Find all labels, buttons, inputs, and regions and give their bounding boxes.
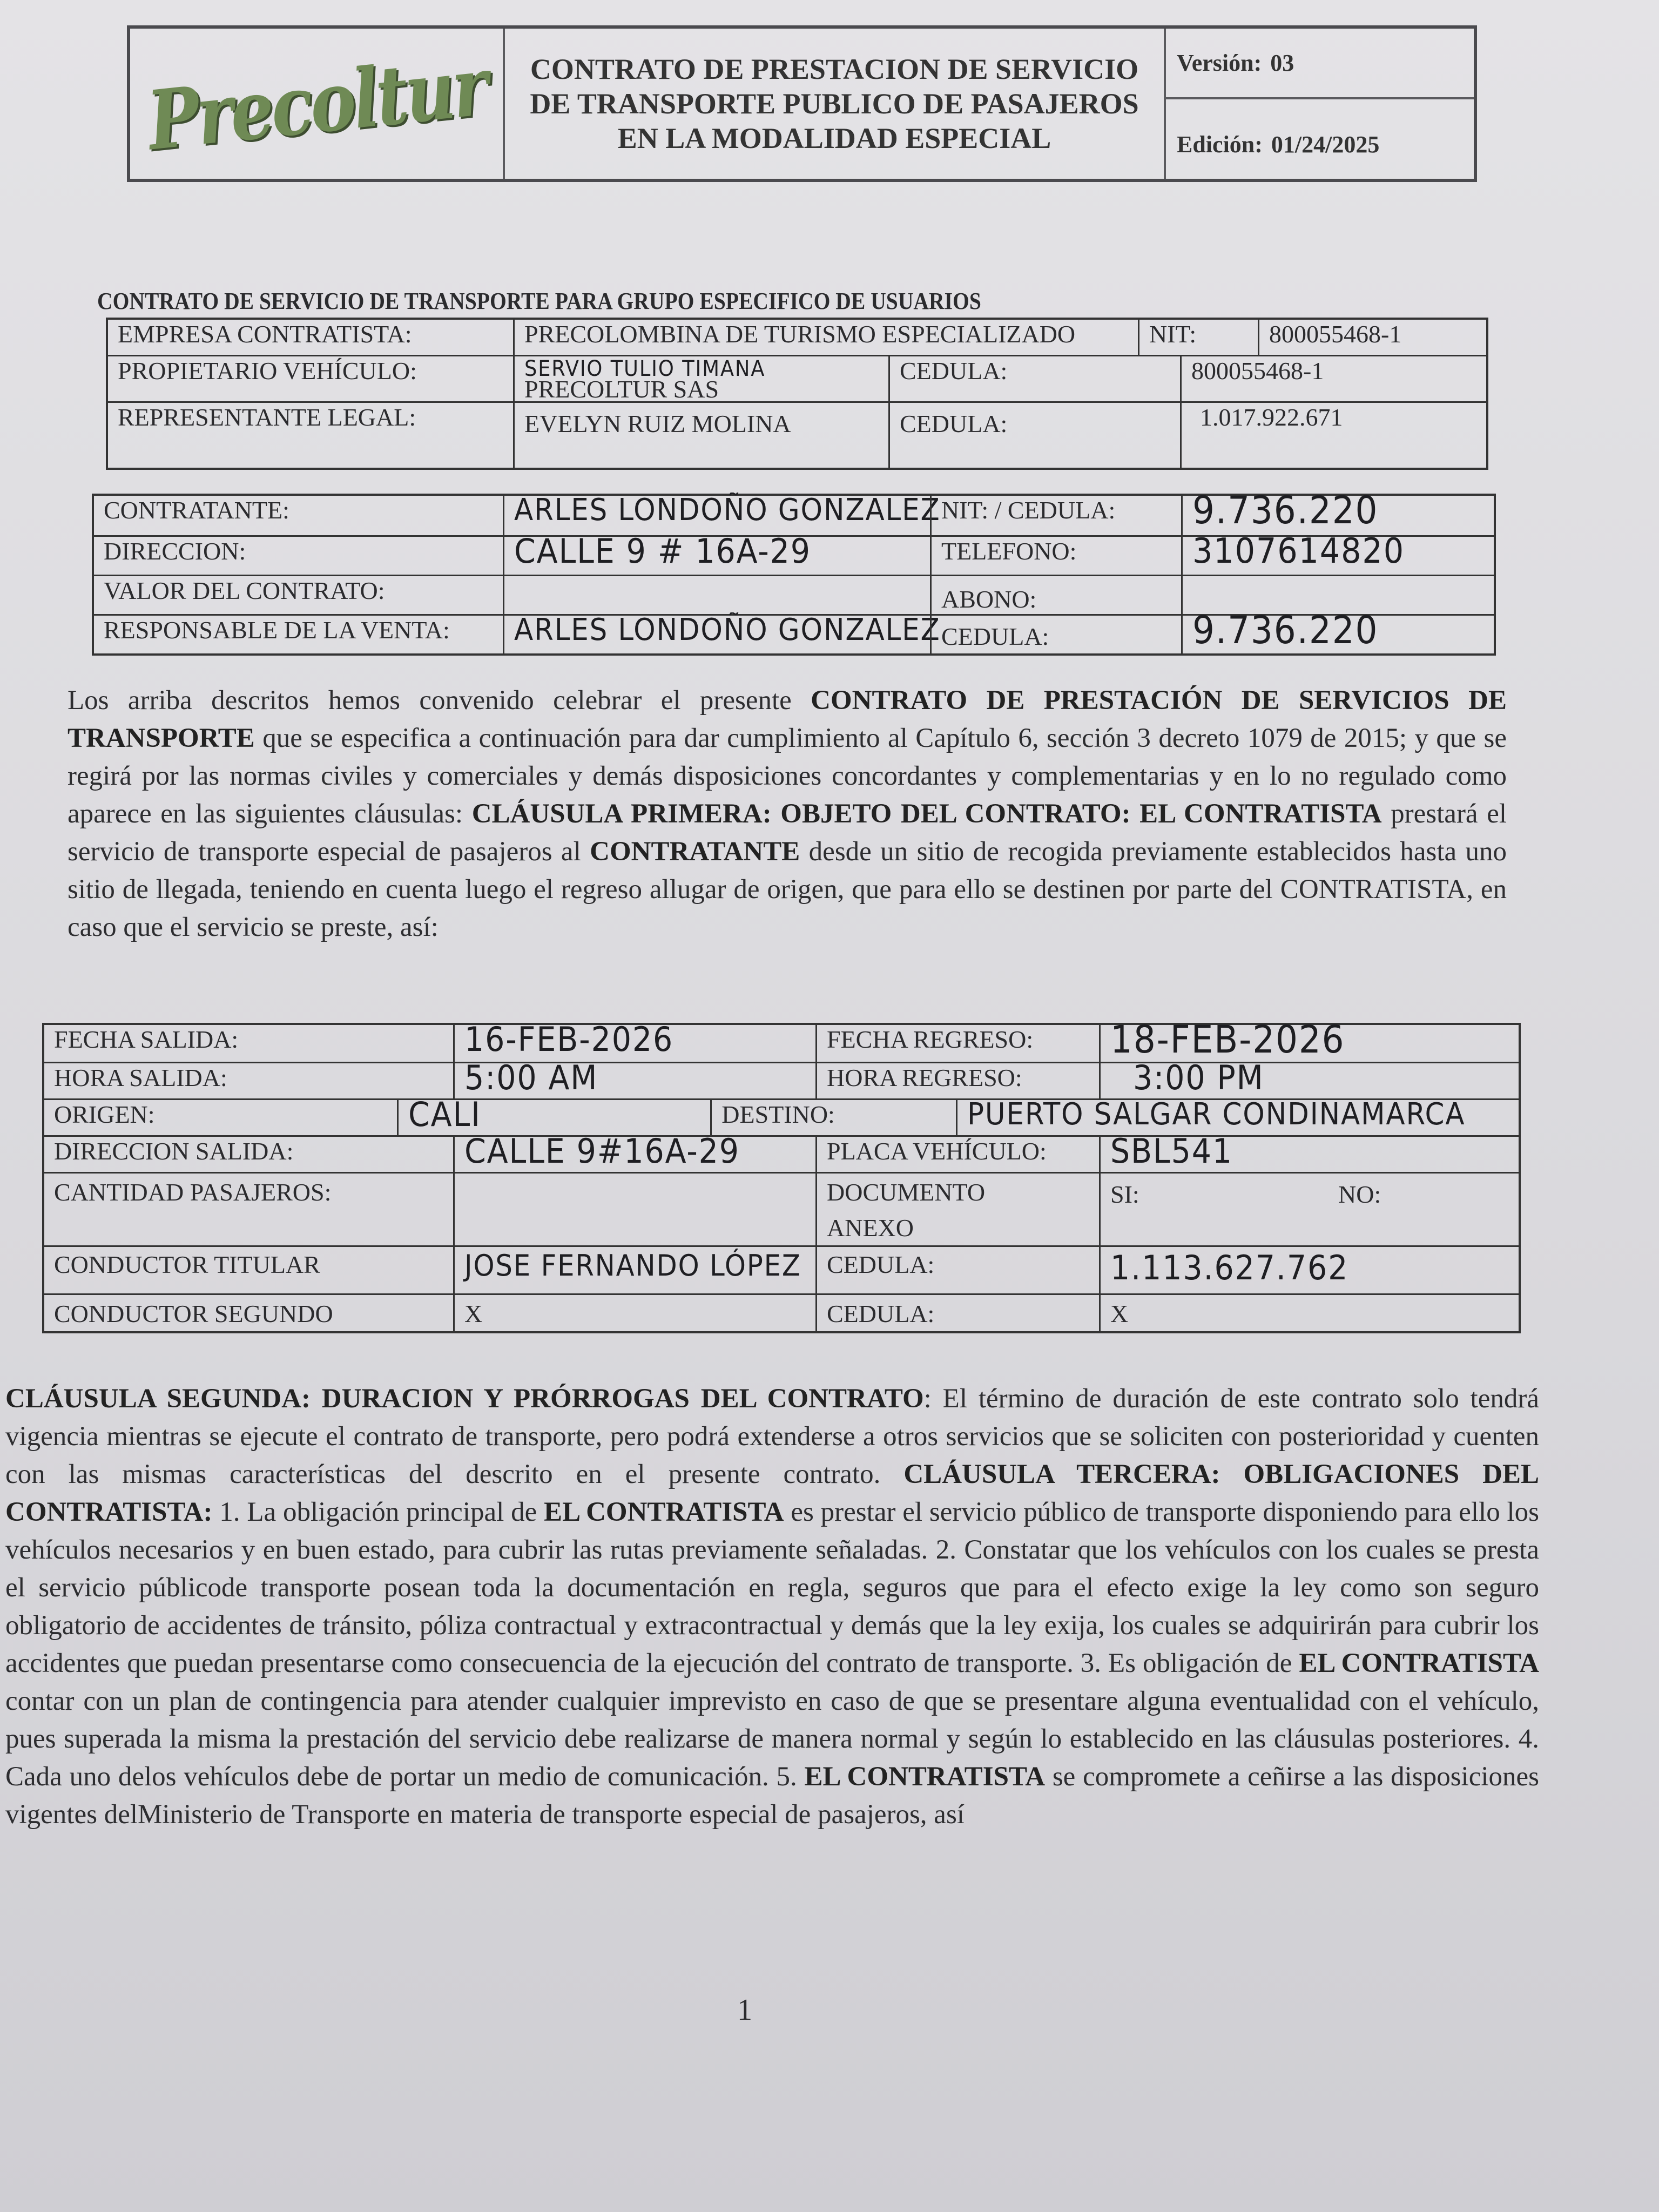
representante-value: EVELYN RUIZ MOLINA <box>513 403 888 468</box>
bold-text-segment: CONTRATO DE PRESTACIÓN DE SERVICIOS DE TRANSPORTE <box>68 685 1507 753</box>
conductor-titular-cell <box>453 1247 815 1293</box>
table-row <box>44 1245 1519 1293</box>
telefono-label: TELEFONO: <box>930 537 1181 575</box>
document-header <box>127 25 1477 182</box>
fecha-salida-label: FECHA SALIDA: <box>54 1026 239 1053</box>
version <box>1166 29 1474 97</box>
conductor-titular-label: CONDUCTOR TITULAR <box>54 1251 320 1278</box>
bold-text-segment: CONTRATANTE <box>590 837 800 867</box>
empresa-label: EMPRESA CONTRATISTA: <box>118 320 412 348</box>
representante-label: REPRESENTANTE LEGAL: <box>118 403 416 431</box>
bold-text-segment: EL CONTRATISTA <box>544 1497 784 1527</box>
table-row <box>108 401 1486 468</box>
fecha-regreso-label: FECHA REGRESO: <box>815 1025 1099 1062</box>
nit-value-cell <box>1181 488 1494 535</box>
conductor-titular-value: JOSE FERNANDO LÓPEZ <box>464 1249 801 1283</box>
destino-label: DESTINO: <box>710 1100 956 1135</box>
destino-value: PUERTO SALGAR CONDINAMARCA <box>967 1097 1466 1132</box>
text-segment: : El término de duración de este contrato solo tendrá vigencia mientras se ejecute el contrato de transporte, pero podrá extenderse a otros servicios que se soliciten con posterioridad y cuenten con las mismas características del descrito en el presente contrato. <box>5 1384 1539 1489</box>
nit-value: 800055468-1 <box>1258 320 1486 355</box>
hora-salida-value: 5:00 AM <box>464 1058 598 1097</box>
abono-label: ABONO: <box>930 576 1181 614</box>
cantidad-label: CANTIDAD PASAJEROS: <box>54 1178 332 1206</box>
bold-text-segment: EL CONTRATISTA <box>804 1762 1046 1792</box>
fecha-regreso-cell <box>1099 1017 1519 1062</box>
anexo-label: ANEXO <box>827 1214 914 1242</box>
direccion-value-cell <box>503 531 930 575</box>
table-row <box>44 1131 1519 1172</box>
propietario-value: PRECOLTUR SAS <box>524 375 719 403</box>
table-row <box>44 1293 1519 1331</box>
cedula1-label: CEDULA: <box>815 1247 1099 1293</box>
placa-cell <box>1099 1131 1519 1172</box>
origen-label: ORIGEN: <box>54 1101 155 1128</box>
cantidad-value <box>453 1174 815 1245</box>
title-line: EN LA MODALIDAD ESPECIAL <box>617 122 1051 154</box>
hora-salida-label: HORA SALIDA: <box>54 1064 227 1091</box>
company-table <box>106 318 1488 470</box>
nit-value: 9.736.220 <box>1192 488 1379 532</box>
contract-intro-paragraph <box>68 682 1507 946</box>
version-block <box>1166 29 1474 179</box>
telefono-value: 3107614820 <box>1192 531 1405 571</box>
direccion-salida-cell <box>453 1131 815 1172</box>
empresa-value: PRECOLOMBINA DE TURISMO ESPECIALIZADO <box>513 320 1138 355</box>
bold-text-segment: CLÁUSULA TERCERA: OBLIGACIONES DEL CONTRATISTA: <box>5 1459 1539 1527</box>
section-title: CONTRATO DE SERVICIO DE TRANSPORTE PARA GRUPO ESPECIFICO DE USUARIOS <box>97 288 981 314</box>
cedula-value: 800055468-1 <box>1180 356 1486 401</box>
bold-text-segment: EL CONTRATISTA <box>1299 1648 1540 1678</box>
text-segment: es prestar el servicio público de transporte disponiendo para ello los vehículos necesarios y en buen estado, para cubrir las rutas previamente señaladas. 2. Constatar que los vehículos con los cuales se presta el servicio públicode transporte posean toda la documentación en regla, seguros que para el efecto exige la ley como son seguro obligatorio de accidentes de tránsito, póliza contractual y extracontractual y demás que la ley exija, los cuales se adquirirán para cubrir los accidentes que puedan presentarse como consecuencia de la ejecución del contrato de transporte. 3. Es obligación de <box>5 1497 1540 1678</box>
table-row <box>94 531 1494 575</box>
direccion-value: CALLE 9 # 16A-29 <box>514 531 811 571</box>
bold-text-segment: CLÁUSULA PRIMERA: OBJETO DEL CONTRATO: EL CONTRATISTA <box>471 799 1382 829</box>
telefono-value-cell <box>1181 531 1494 575</box>
responsable-value: ARLES LONDOÑO GONZALEZ <box>514 612 941 648</box>
origen-value: CALI <box>408 1095 482 1134</box>
placa-value: SBL541 <box>1110 1131 1233 1171</box>
cedula2-value: X <box>1099 1295 1519 1331</box>
bold-text-segment: CLÁUSULA SEGUNDA: DURACION Y PRÓRROGAS DEL CONTRATO <box>5 1384 924 1414</box>
direccion-label: DIRECCION: <box>104 537 246 565</box>
company-logo <box>130 29 505 179</box>
table-row <box>44 1172 1519 1245</box>
page-number: 1 <box>737 1993 752 2027</box>
documento-label: DOCUMENTO <box>827 1178 986 1206</box>
version-label: Versión: <box>1177 50 1262 76</box>
text-segment: desde un sitio de recogida previamente establecidos hasta uno sitio de llegada, teniendo en cuenta luego el regreso allugar de origen, que para ello se destinen por parte del CONTRATISTA, en caso que el servicio se preste, así: <box>68 837 1507 942</box>
table-row <box>108 355 1486 401</box>
cedula-value: 9.736.220 <box>1192 608 1379 652</box>
edition <box>1166 97 1474 179</box>
si-option[interactable]: SI: <box>1110 1181 1139 1208</box>
clauses-paragraph <box>5 1380 1539 1833</box>
cedula-value: 1.017.922.671 <box>1180 403 1486 468</box>
table-row <box>94 608 1494 653</box>
table-row <box>44 1058 1519 1098</box>
conductor-segundo-value: X <box>453 1295 815 1331</box>
origen-cell <box>397 1095 710 1135</box>
propietario-handwritten: SERVIO TULIO TIMANA <box>524 356 766 381</box>
text-segment: que se especifica a continuación para dar cumplimiento al Capítulo 6, sección 3 decreto 1079 de 2015; y que se regirá por las normas civiles y comerciales y demás disposiciones concordantes y complementarias y en lo no regulado como aparece en las siguientes cláusulas: <box>68 723 1507 829</box>
hora-regreso-value: 3:00 PM <box>1133 1058 1264 1097</box>
cedula1-value: 1.113.627.762 <box>1110 1248 1349 1287</box>
contratante-value: ARLES LONDOÑO GONZALEZ <box>514 493 941 528</box>
responsable-label: RESPONSABLE DE LA VENTA: <box>104 616 450 644</box>
documento-anexo-options <box>1099 1174 1519 1245</box>
hora-regreso-cell <box>1099 1058 1519 1098</box>
documento-anexo-label <box>815 1174 1099 1245</box>
text-segment: prestará el servicio de transporte especial de pasajeros al <box>68 799 1507 867</box>
logo-text: Precoltur <box>143 38 490 169</box>
table-row <box>108 320 1486 355</box>
cedula2-label: CEDULA: <box>815 1295 1099 1331</box>
conductor-segundo-label: CONDUCTOR SEGUNDO <box>54 1300 333 1327</box>
contratante-label: CONTRATANTE: <box>104 496 289 524</box>
hora-regreso-label: HORA REGRESO: <box>815 1063 1099 1098</box>
edition-value: 01/24/2025 <box>1271 131 1380 158</box>
text-segment: 1. La obligación principal de <box>212 1497 544 1527</box>
destino-cell <box>956 1097 1519 1135</box>
nit-label: NIT: <box>1138 320 1258 355</box>
version-value: 03 <box>1270 50 1294 76</box>
text-segment: Los arriba descritos hemos convenido celebrar el presente <box>68 685 811 716</box>
no-option[interactable]: NO: <box>1338 1181 1381 1208</box>
cedula-label: CEDULA: <box>930 616 1181 653</box>
edition-label: Edición: <box>1177 131 1263 158</box>
table-row <box>44 1017 1519 1062</box>
responsable-value-cell <box>503 612 941 653</box>
text-segment: se compromete a ceñirse a las disposiciones vigentes delMinisterio de Transporte en materia de transporte especial de pasajeros, así <box>5 1762 1540 1830</box>
client-table <box>92 488 1496 656</box>
title-line: CONTRATO DE PRESTACION DE SERVICIO <box>530 53 1139 85</box>
direccion-salida-value: CALLE 9#16A-29 <box>464 1131 740 1171</box>
table-row <box>94 488 1494 535</box>
direccion-salida-label: DIRECCION SALIDA: <box>54 1137 294 1165</box>
cedula-label: CEDULA: <box>888 356 1180 401</box>
text-segment: contar con un plan de contingencia para atender cualquier imprevisto en caso de que se presentare alguna eventualidad con el vehículo, pues superada la misma la prestación del servicio debe realizarse de manera normal y según lo establecido en las cláusulas posteriores. 4. Cada uno delos vehículos debe de portar un medio de comunicación. 5. <box>5 1686 1539 1792</box>
fecha-salida-cell <box>453 1020 815 1062</box>
document-title <box>505 29 1166 179</box>
valor-value <box>503 576 930 614</box>
trip-table <box>42 1017 1521 1333</box>
fecha-salida-value: 16-FEB-2026 <box>464 1020 674 1059</box>
cedula-value-cell <box>1181 608 1494 653</box>
fecha-regreso-value: 18-FEB-2026 <box>1110 1017 1345 1062</box>
nit-label: NIT: / CEDULA: <box>930 496 1181 535</box>
propietario-label: PROPIETARIO VEHÍCULO: <box>118 357 417 385</box>
contratante-value-cell <box>503 493 941 535</box>
propietario-cell <box>513 356 888 401</box>
cedula1-cell <box>1099 1247 1519 1293</box>
table-row <box>44 1095 1519 1135</box>
title-line: DE TRANSPORTE PUBLICO DE PASAJEROS <box>530 87 1139 120</box>
hora-salida-cell <box>453 1058 815 1098</box>
placa-label: PLACA VEHÍCULO: <box>815 1137 1099 1172</box>
valor-label: VALOR DEL CONTRATO: <box>104 577 385 604</box>
cedula-label: CEDULA: <box>888 403 1180 468</box>
